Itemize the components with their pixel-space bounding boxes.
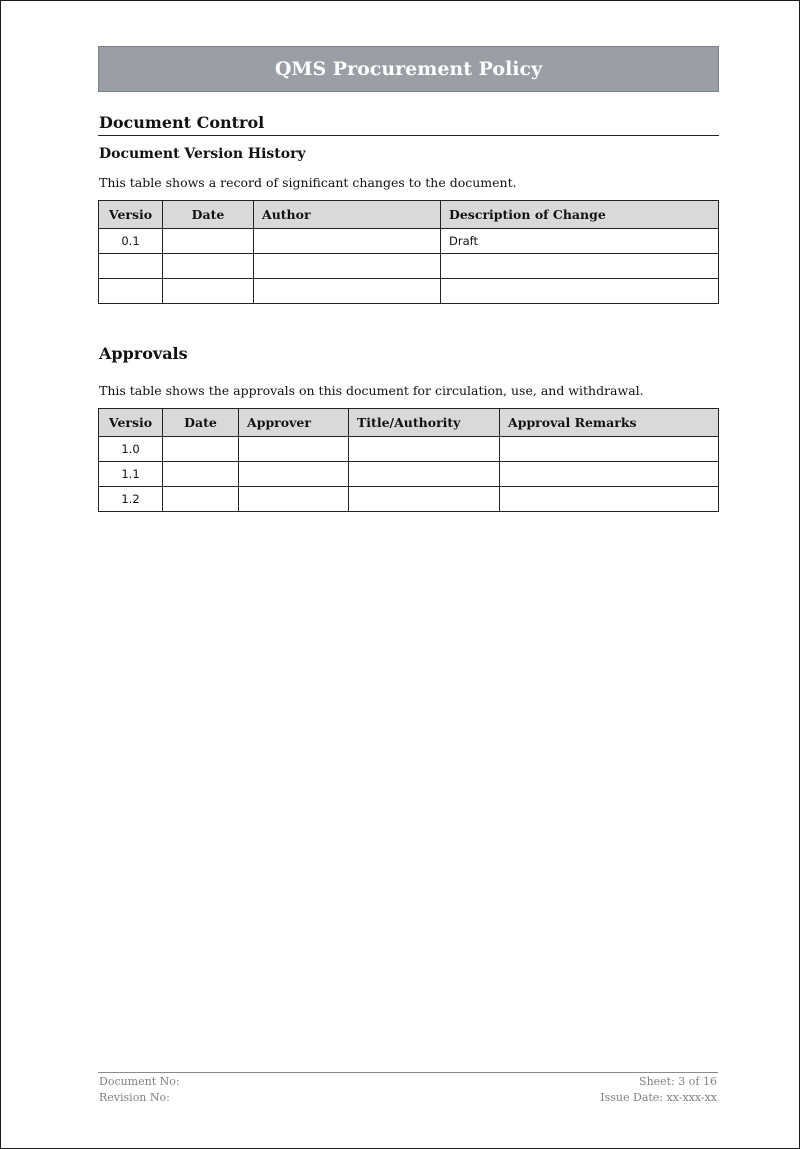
version-history-intro: This table shows a record of significant changes to the document.	[99, 175, 517, 190]
table-cell	[163, 229, 254, 254]
column-header: Title/Authority	[349, 409, 500, 437]
column-header: Description of Change	[441, 201, 719, 229]
table-cell	[239, 437, 349, 462]
table-header-row	[99, 409, 719, 437]
table-cell	[163, 254, 254, 279]
table-row	[99, 229, 719, 254]
table-cell: Draft	[441, 229, 719, 254]
table-cell	[349, 437, 500, 462]
table-cell	[163, 279, 254, 304]
footer-divider	[98, 1072, 718, 1073]
document-title: QMS Procurement Policy	[98, 46, 719, 92]
table-row	[99, 487, 719, 512]
table-cell: 1.2	[99, 487, 163, 512]
table-cell	[99, 254, 163, 279]
table-cell	[254, 254, 441, 279]
footer-issue-date: Issue Date: xx-xxx-xx	[600, 1091, 717, 1104]
column-header: Date	[163, 409, 239, 437]
table-row	[99, 437, 719, 462]
column-header: Versio	[99, 201, 163, 229]
table-header-row	[99, 201, 719, 229]
table-cell	[500, 437, 719, 462]
version-history-heading: Document Version History	[99, 146, 306, 162]
table-cell	[254, 229, 441, 254]
footer-document-no: Document No:	[99, 1075, 180, 1088]
approvals-table	[98, 408, 719, 512]
column-header: Date	[163, 201, 254, 229]
table-cell	[441, 254, 719, 279]
table-cell	[239, 487, 349, 512]
column-header: Approver	[239, 409, 349, 437]
table-cell	[500, 462, 719, 487]
table-cell	[500, 487, 719, 512]
table-cell	[349, 462, 500, 487]
table-row	[99, 254, 719, 279]
table-cell: 1.1	[99, 462, 163, 487]
table-cell	[349, 487, 500, 512]
table-cell	[163, 487, 239, 512]
column-header: Approval Remarks	[500, 409, 719, 437]
column-header: Versio	[99, 409, 163, 437]
table-cell	[239, 462, 349, 487]
approvals-intro: This table shows the approvals on this document for circulation, use, and withdrawal.	[99, 383, 644, 398]
column-header: Author	[254, 201, 441, 229]
footer-sheet-number: Sheet: 3 of 16	[639, 1075, 717, 1088]
table-cell	[163, 437, 239, 462]
version-history-table	[98, 200, 719, 304]
table-cell: 0.1	[99, 229, 163, 254]
table-cell	[99, 279, 163, 304]
table-cell	[441, 279, 719, 304]
table-cell	[163, 462, 239, 487]
table-cell: 1.0	[99, 437, 163, 462]
table-row	[99, 462, 719, 487]
document-control-heading: Document Control	[99, 113, 265, 132]
footer-revision-no: Revision No:	[99, 1091, 170, 1104]
heading-divider	[98, 135, 719, 136]
table-row	[99, 279, 719, 304]
approvals-heading: Approvals	[99, 344, 188, 363]
table-cell	[254, 279, 441, 304]
